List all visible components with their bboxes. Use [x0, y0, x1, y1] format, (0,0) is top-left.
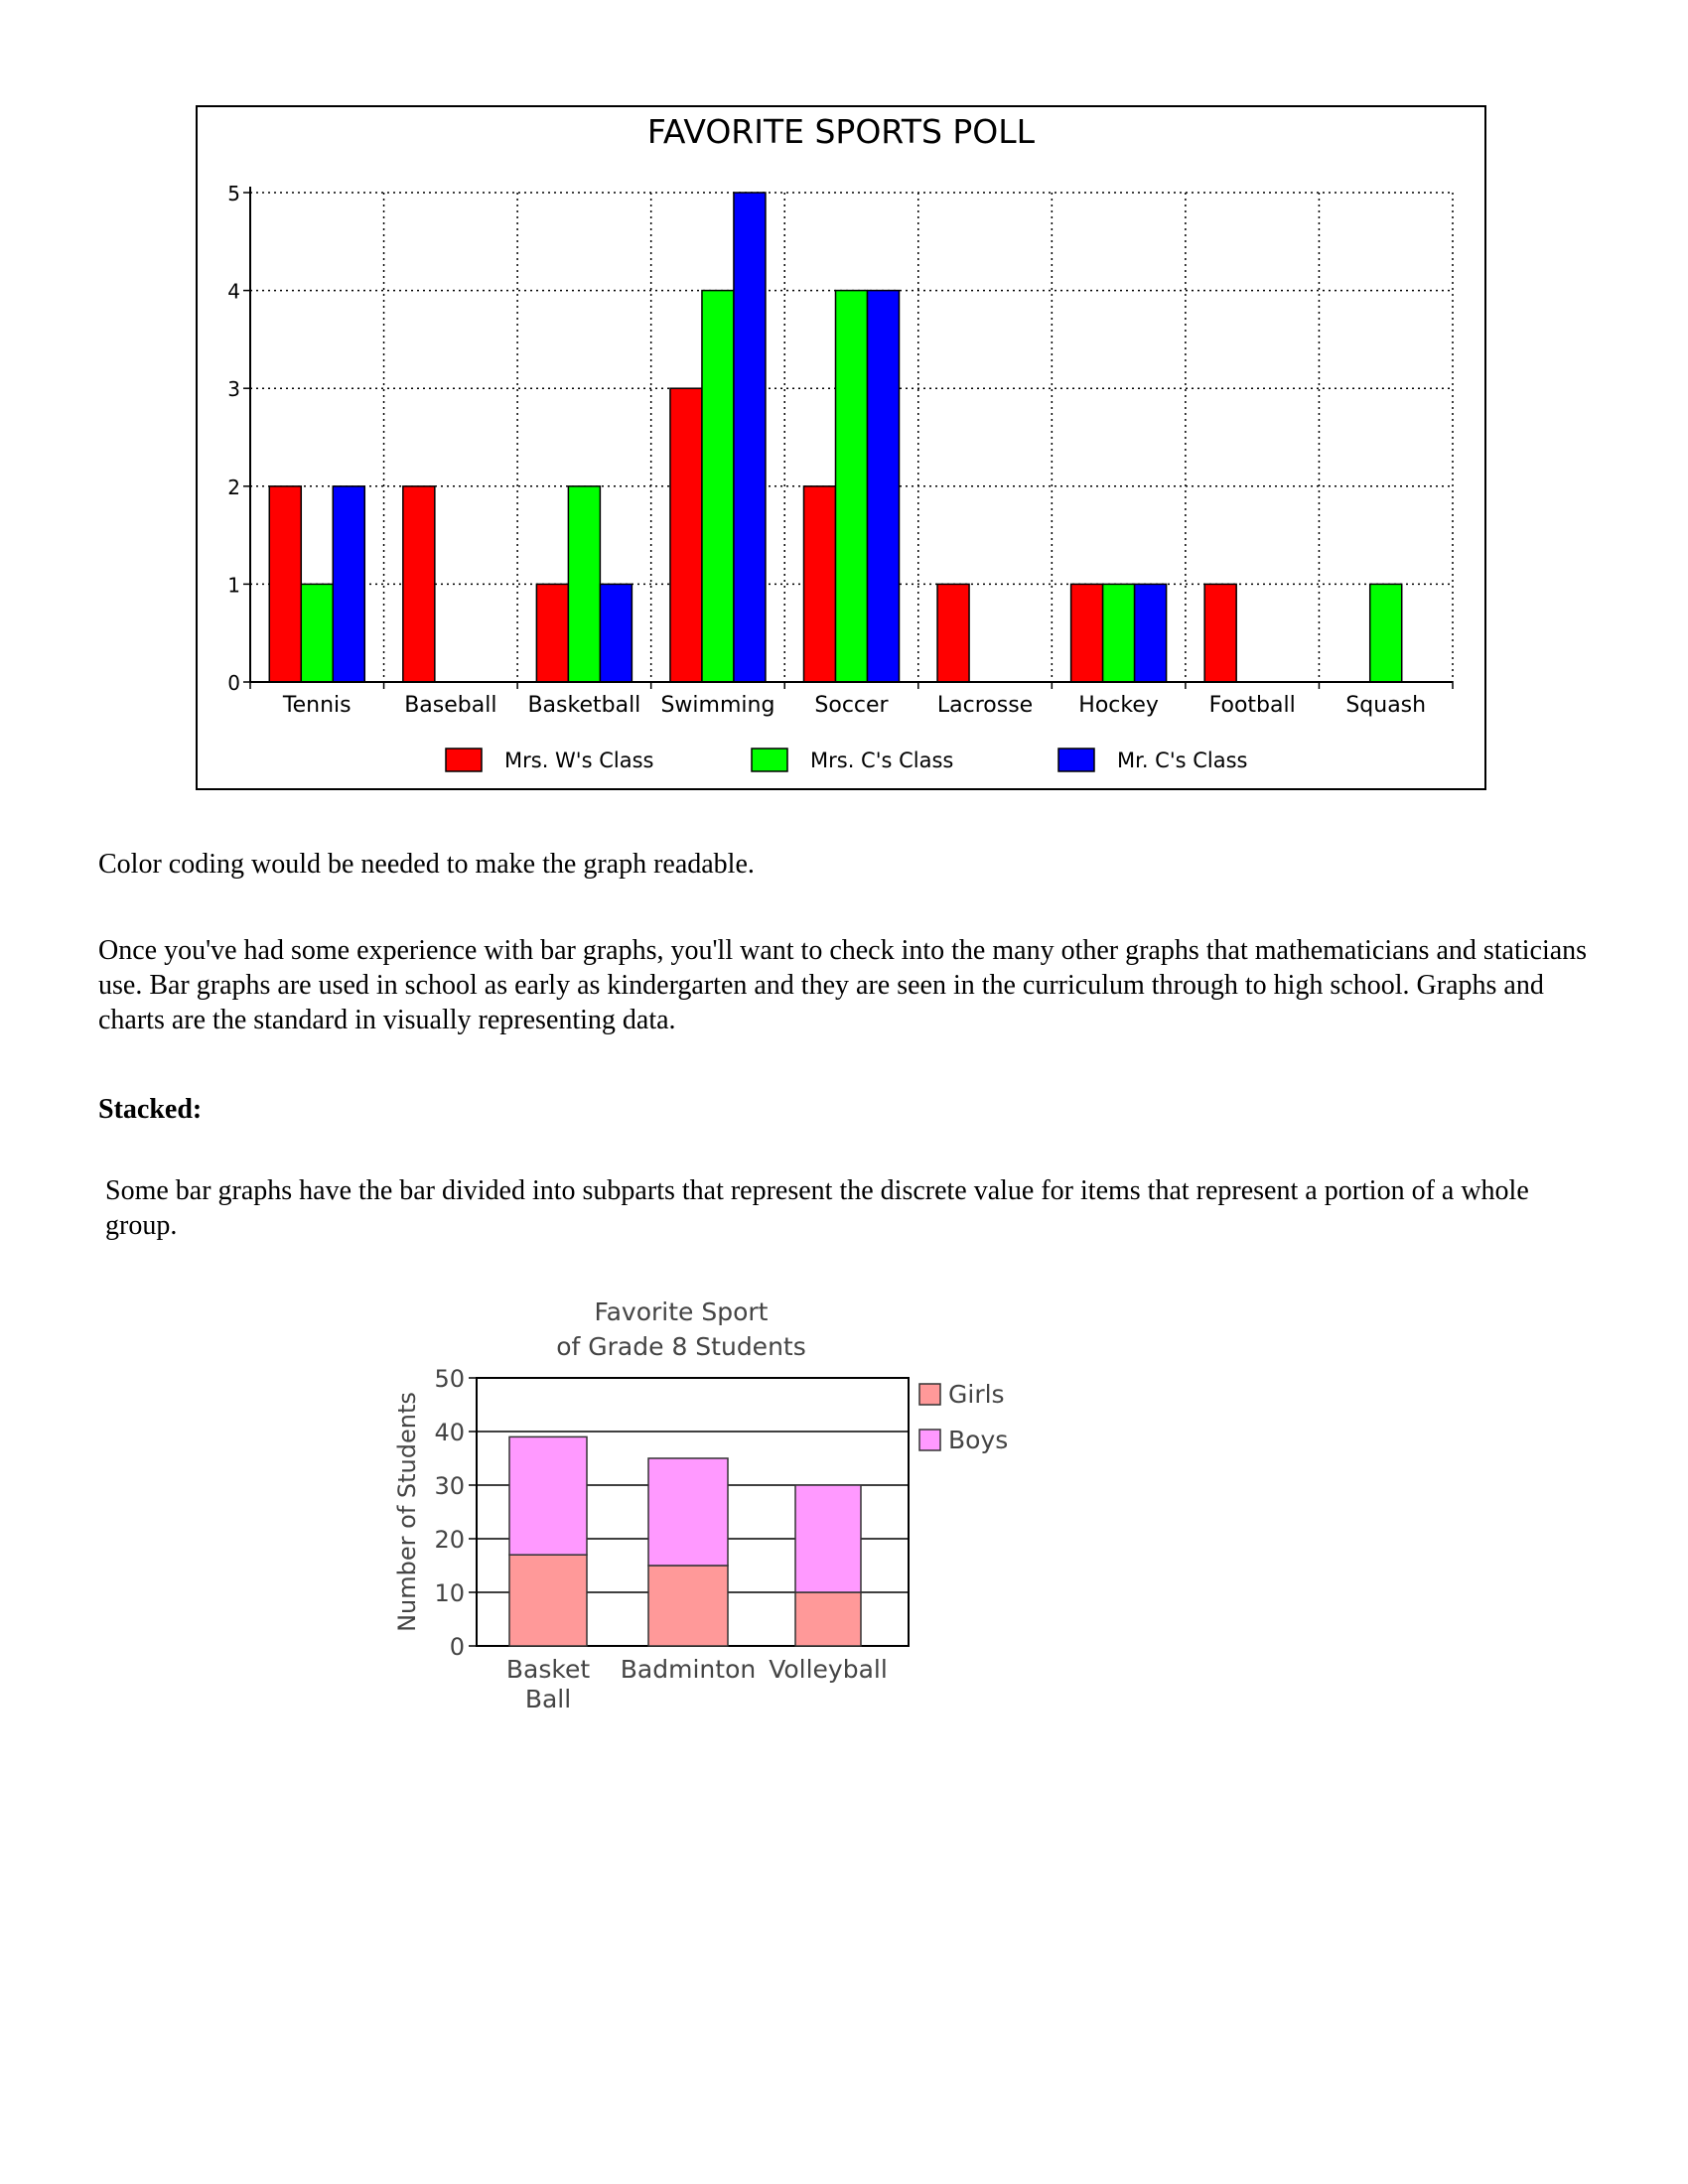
chart-title: FAVORITE SPORTS POLL	[646, 112, 1036, 151]
bar-mrs-w-s-classswimming	[670, 388, 702, 682]
legend-swatch	[446, 749, 482, 771]
bar-mr-c-s-classsoccer	[868, 291, 900, 682]
bar-mrs-w-s-classlacrosse	[937, 584, 969, 682]
y-axis-label: Number of Students	[393, 1392, 421, 1632]
bar-mr-c-s-classswimming	[734, 193, 766, 682]
favorite-sports-poll-chart	[196, 105, 1486, 790]
bar-mrs-c-s-classbasketball	[568, 486, 600, 682]
y-tick-label: 0	[227, 671, 240, 695]
y-tick-label: 4	[227, 279, 240, 304]
bar-girls-volleyball	[795, 1592, 861, 1646]
x-tick-label: Swimming	[660, 693, 775, 718]
bar-mr-c-s-classbasketball	[600, 584, 632, 682]
legend-swatch	[919, 1384, 940, 1405]
y-tick-label: 40	[434, 1419, 465, 1446]
paragraph-stacked-description: Some bar graphs have the bar divided into subparts that represent the discrete value for items that represent a portion of a whole group.	[105, 1175, 1529, 1241]
bar-mrs-c-s-classsquash	[1370, 584, 1402, 682]
x-tick-label: Tennis	[282, 693, 352, 718]
x-tick-label: Squash	[1345, 693, 1427, 718]
legend-swatch	[1058, 749, 1094, 771]
legend-label: Mrs. W's Class	[504, 749, 654, 772]
y-tick-label: 3	[227, 377, 240, 402]
x-tick-label: Lacrosse	[936, 693, 1034, 718]
chart2-svg	[392, 1291, 1048, 1737]
bar-mrs-c-s-classhockey	[1103, 584, 1135, 682]
chart-title-line1: Favorite Sport	[594, 1297, 769, 1326]
bar-mrs-c-s-classsoccer	[836, 291, 868, 682]
chart-title-line2: of Grade 8 Students	[556, 1332, 806, 1361]
paragraph-bar-graphs-experience: Once you've had some experience with bar graphs, you'll want to check into the many other graphs that mathematicians and staticians use. Bar graphs are used in school as early as kindergarten and they are seen in the curriculum through to high school. Graphs and charts are the standard in visually representing data.	[98, 935, 1588, 1035]
y-tick-label: 1	[227, 573, 240, 598]
bar-mrs-w-s-classbaseball	[403, 486, 435, 682]
y-tick-label: 0	[449, 1633, 465, 1661]
bar-mrs-w-s-classbasketball	[536, 584, 568, 682]
legend-label: Boys	[948, 1426, 1009, 1454]
bar-boys-badminton	[648, 1458, 728, 1566]
bar-mrs-w-s-classfootball	[1204, 584, 1236, 682]
bar-mrs-w-s-classhockey	[1071, 584, 1103, 682]
x-tick-label: Ball	[524, 1685, 572, 1713]
favorite-sport-grade8-chart	[392, 1291, 1048, 1737]
y-tick-label: 50	[434, 1365, 465, 1393]
x-tick-label: Hockey	[1078, 693, 1159, 718]
x-tick-label: Basketball	[527, 693, 641, 718]
bar-girls-basket-ball	[509, 1555, 587, 1646]
paragraph-color-coding: Color coding would be needed to make the graph readable.	[98, 849, 755, 880]
chart1-svg	[198, 107, 1484, 788]
legend-swatch	[919, 1430, 940, 1450]
x-tick-label: Soccer	[814, 693, 889, 718]
bar-mrs-c-s-classtennis	[301, 584, 333, 682]
legend-label: Mr. C's Class	[1117, 749, 1248, 772]
y-tick-label: 30	[434, 1472, 465, 1500]
y-tick-label: 20	[434, 1526, 465, 1554]
y-tick-label: 5	[227, 182, 240, 205]
legend-swatch	[752, 749, 787, 771]
legend-label: Mrs. C's Class	[810, 749, 954, 772]
x-tick-label: Basket	[505, 1655, 591, 1684]
bar-mr-c-s-classtennis	[333, 486, 364, 682]
x-tick-label: Baseball	[404, 693, 497, 718]
bar-mrs-w-s-classsoccer	[804, 486, 836, 682]
bar-mr-c-s-classhockey	[1135, 584, 1167, 682]
bar-mrs-c-s-classswimming	[702, 291, 734, 682]
legend-label: Girls	[948, 1380, 1005, 1409]
bar-girls-badminton	[648, 1566, 728, 1646]
bar-mrs-w-s-classtennis	[269, 486, 301, 682]
x-tick-label: Badminton	[620, 1655, 757, 1684]
heading-stacked: Stacked:	[98, 1094, 203, 1125]
x-tick-label: Volleyball	[769, 1655, 888, 1684]
y-tick-label: 10	[434, 1579, 465, 1607]
bar-boys-basket-ball	[509, 1436, 587, 1555]
bar-boys-volleyball	[795, 1485, 861, 1592]
x-tick-label: Football	[1208, 693, 1296, 718]
y-tick-label: 2	[227, 475, 240, 499]
